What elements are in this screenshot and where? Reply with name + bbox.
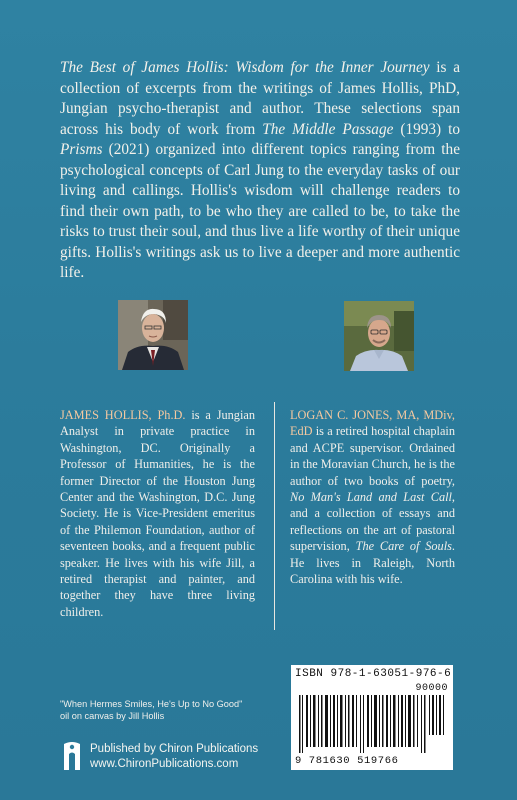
price-code: 90000 (415, 683, 448, 694)
book-ref-care-of-souls: The Care of Souls (355, 539, 452, 554)
description-text-1: is a collection of excerpts from the writings of James Hollis, PhD, Jungian psycho-therapist and author. These selections span across his body of work from (60, 59, 460, 138)
ean-number: 9 781630 519766 (295, 755, 399, 767)
bio-text-logan-jones-2: , and a collection of essays and reflections on the art of pastoral supervision, (290, 490, 455, 554)
book-title: The Best of James Hollis: Wisdom for the Inner Journey (60, 59, 430, 76)
description-paragraph (60, 58, 460, 284)
book-ref-poetry: No Man's Land and Last Call (290, 490, 452, 505)
author-name-james-hollis: JAMES HOLLIS, Ph.D. (60, 408, 186, 422)
bio-james-hollis (60, 407, 255, 620)
bio-text-logan-jones-1: is a retired hospital chaplain and ACPE supervisor. Ordained in the Moravian Church, he is the author of two books of poetry, (290, 424, 455, 488)
description-text-2: (1993) to (393, 120, 460, 138)
bio-text-logan-jones-3: . He lives in Raleigh, North Carolina with his wife. (290, 539, 455, 587)
chiron-logo-icon (60, 740, 84, 772)
publisher-url: www.ChironPublications.com (90, 757, 239, 770)
barcode-bars (297, 695, 447, 753)
caption-credit: oil on canvas by Jill Hollis (60, 710, 165, 721)
caption-title: "When Hermes Smiles, He's Up to No Good" (60, 699, 243, 709)
column-divider (274, 402, 275, 630)
author-photo-logan-jones (344, 301, 414, 371)
cover-art-caption (60, 699, 290, 722)
publisher-name: Published by Chiron Publications (90, 743, 259, 755)
book-ref-prisms: Prisms (60, 141, 103, 158)
author-photo-james-hollis (118, 300, 188, 370)
publisher-text (90, 742, 258, 771)
book-ref-middle-passage: The Middle Passage (262, 120, 394, 138)
description-text-3: (2021) organized into different topics ranging from the psychological concepts of Carl Jung to the everyday tasks of our living and callings. Hollis's wisdom will challenge readers to find their own path, to be who they are called to be, to take the risks to trust their soul, and thus live a life worthy of their unique gifts. Hollis's writings ask us to live a deeper and more authentic life. (60, 141, 460, 281)
author-name-logan-jones: LOGAN C. JONES, MA, MDiv, EdD (290, 408, 455, 439)
bio-text-james-hollis: is a Jungian Analyst in private practice in Washington, DC. Originally a Professor of Humanities, he is the former Director of the Houston Jung Center and the Washington, D.C. Jung Society. He is Vice-President emeritus of the Philemon Foundation, author of seventeen books, and a frequent public speaker. He lives with his wife Jill, a retired therapist and painter, and together they have three living children. (60, 408, 255, 619)
bio-logan-jones (290, 407, 455, 587)
isbn-barcode (291, 665, 453, 770)
publisher-block (60, 740, 290, 774)
isbn-label: ISBN 978-1-63051-976-6 (295, 668, 452, 680)
